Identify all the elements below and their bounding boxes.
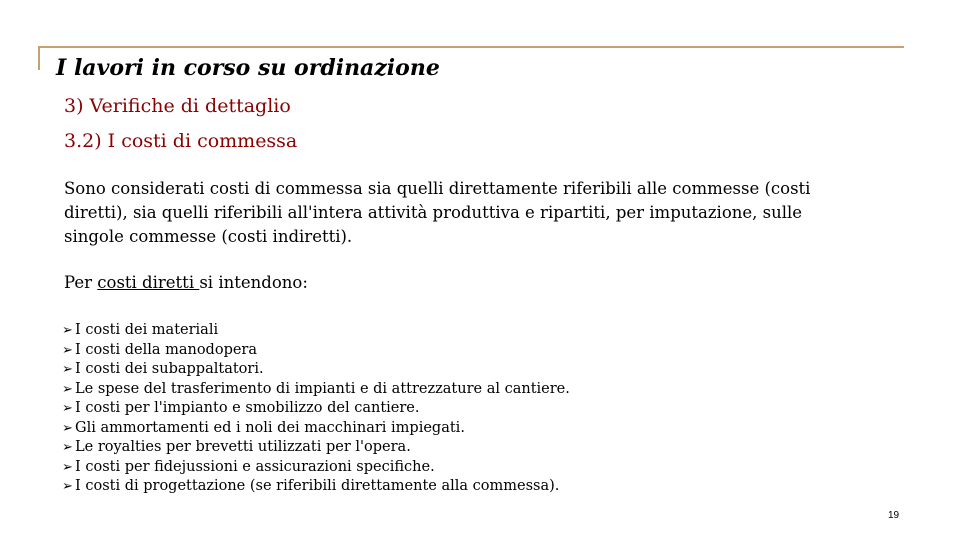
list-item-text: I costi di progettazione (se riferibili direttamente alla commessa). — [75, 478, 560, 494]
list-item — [62, 321, 570, 341]
list-item-text: I costi della manodopera — [75, 341, 258, 358]
list-item — [62, 360, 570, 380]
arrow-right-icon: ➢ — [62, 342, 73, 358]
list-item-text: I costi per l'impianto e smobilizzo del cantiere. — [75, 400, 420, 416]
list-item — [62, 419, 570, 439]
page-number: 19 — [888, 510, 900, 521]
list-item-text: I costi per fidejussioni e assicurazioni specifiche. — [75, 458, 435, 475]
arrow-right-icon: ➢ — [62, 381, 73, 397]
list-item — [62, 380, 570, 400]
header-rule-vertical — [38, 46, 40, 70]
header-rule-horizontal — [38, 46, 904, 48]
arrow-right-icon: ➢ — [62, 440, 73, 455]
list-item-text: Le spese del trasferimento di impianti e di attrezzature al cantiere. — [75, 380, 570, 397]
arrow-right-icon: ➢ — [62, 459, 73, 475]
slide-title: I lavori in corso su ordinazione — [56, 55, 440, 81]
list-item-text: I costi dei subappaltatori. — [75, 361, 264, 377]
arrow-right-icon: ➢ — [62, 479, 73, 494]
subsection-heading: 3.2) I costi di commessa — [64, 130, 298, 152]
list-item — [62, 477, 570, 497]
direct-costs-intro — [64, 273, 308, 292]
definition-paragraph: Sono considerati costi di commessa sia quelli direttamente riferibili alle commesse (costi diretti), sia quelli riferibili all'intera attività produttiva e ripartiti, per imputazione, sulle singole commesse (costi indiretti). — [64, 179, 811, 246]
arrow-right-icon: ➢ — [62, 401, 73, 416]
list-item — [62, 341, 570, 361]
arrow-right-icon: ➢ — [62, 362, 73, 377]
list-item — [62, 399, 570, 419]
intro-prefix: Per — [64, 273, 98, 292]
list-item-text: Gli ammortamenti ed i noli dei macchinari impiegati. — [75, 419, 465, 436]
arrow-right-icon: ➢ — [62, 323, 73, 338]
list-item — [62, 458, 570, 478]
list-item-text: I costi dei materiali — [75, 322, 219, 338]
arrow-right-icon: ➢ — [62, 420, 73, 436]
intro-underlined-term: costi diretti — [97, 273, 200, 292]
list-item — [62, 438, 570, 458]
section-heading: 3) Verifiche di dettaglio — [64, 95, 291, 117]
list-item-text: Le royalties per brevetti utilizzati per l'opera. — [75, 439, 411, 455]
intro-suffix: si intendono: — [199, 273, 308, 292]
direct-costs-list — [62, 321, 570, 497]
